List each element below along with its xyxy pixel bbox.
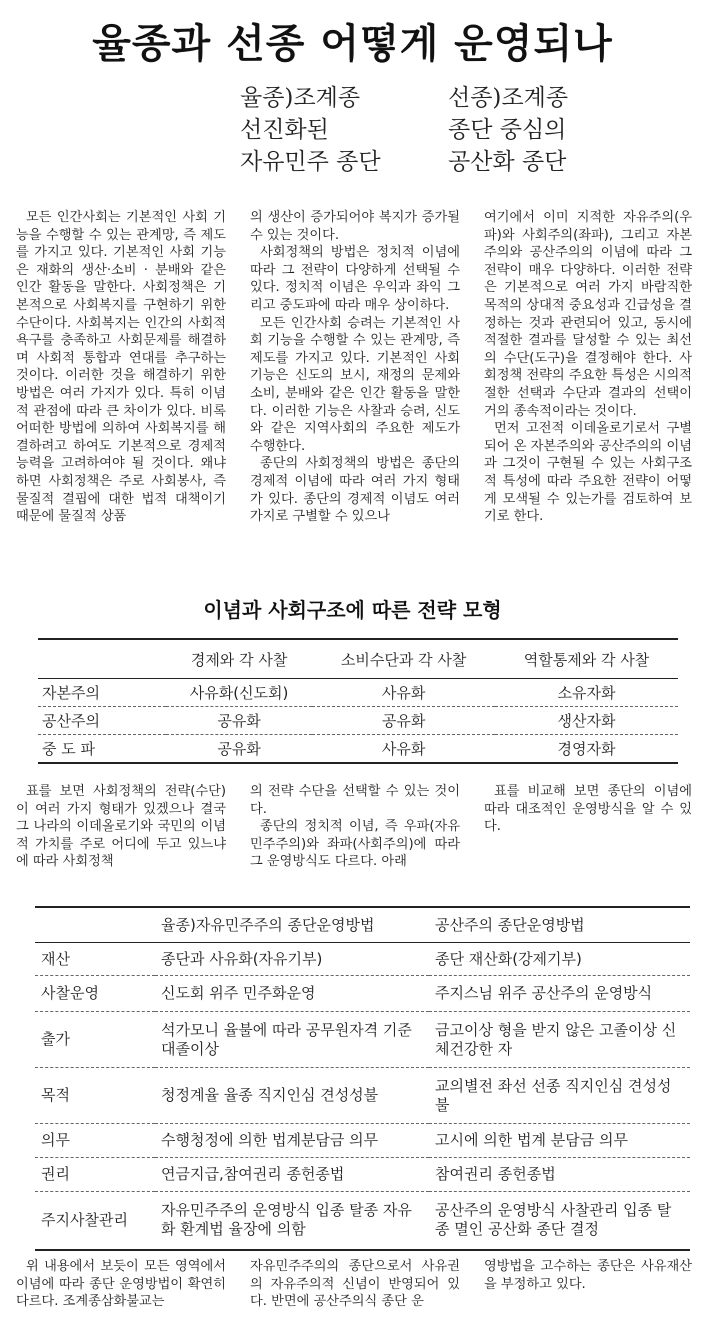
row-label: 중 도 파	[42, 740, 96, 758]
table-row	[35, 943, 690, 976]
row-label: 권리	[35, 1158, 155, 1192]
table-cell: 소유자화	[495, 679, 678, 707]
article-column-2	[250, 209, 460, 526]
table-cell: 공유화	[312, 707, 495, 735]
table-cell: 참여권리 종헌종법	[429, 1158, 690, 1192]
subtitle-left-line: 자유민주 종단	[240, 149, 381, 175]
paragraph: 모든 인간사회는 기본적인 사회 기능을 수행할 수 있는 관계망, 즉 제도를 가지고 있다. 기본적인 사회 기능은 재화의 생산·소비 · 분배와 같은 인간 활동을 말한다. 사회정책은 기본적으로 사회복지를 구현하기 위한 수단이다. 사회복지는 인간의 사회적 욕구를 충족하고 사회문제를 해결하며 사회적 통합과 연대를 추구하는 것이다. 이러한 것을 해결하기 위한 방법은 여러 가지가 있다. 특히 이념적 관점에 따라 큰 차이가 있다. 비록 어떠한 방법에 의하여 사회복지를 해결하려고 하여도 기본적으로 경제적 능력을 고려하여야 될 것이다. 왜냐하면 사회정책은 주로 사회봉사, 즉 물질적 결핍에 대한 법적 대책이기 때문에 물질적 상품	[16, 210, 226, 525]
strategy-model-table	[38, 638, 678, 764]
table-cell: 공산주의 운영방식 사찰관리 입종 탈종 멸인 공산화 종단 결정	[435, 1201, 672, 1239]
subtitle-right-line: 공산화 종단	[448, 149, 567, 175]
paragraph: 의 전략 수단을 선택할 수 있는 것이다.	[250, 784, 460, 817]
table-cell: 종단 재산화(강제기부)	[429, 943, 690, 976]
table-header-cell: 역할통제와 각 사찰	[495, 639, 678, 679]
table-cell: 고시에 의한 법계 분담금 의무	[429, 1124, 690, 1158]
paragraph: 영방법을 고수하는 종단은 사유재산을 부정하고 있다.	[484, 1259, 692, 1292]
row-label: 자본주의	[38, 679, 166, 707]
table-cell: 공유화	[217, 740, 261, 758]
section-heading: 이념과 사회구조에 따른 전략 모형	[203, 598, 502, 622]
table-row	[35, 1158, 690, 1192]
operation-method-table	[35, 906, 690, 1251]
table-header-row	[35, 907, 690, 943]
table-cell: 종단과 사유화(자유기부)	[155, 943, 429, 976]
table-cell: 청정계율 율종 직지인심 견성성불	[155, 1068, 429, 1124]
table-cell: 사유화(신도회)	[166, 679, 312, 707]
table-cell: 생산자화	[495, 707, 678, 735]
table-row	[35, 1068, 690, 1124]
row-label: 재산	[35, 943, 155, 976]
table-row	[35, 1192, 690, 1250]
table-header-row	[38, 639, 678, 679]
row-label: 공산주의	[38, 707, 166, 735]
article-column-3	[484, 209, 692, 526]
table-cell: 자유민주주의 운영방식 입종 탈종 자유화 환계법 율장에 의함	[161, 1201, 412, 1239]
article-column-2	[250, 1258, 460, 1311]
table-cell: 연금지급,참여권리 종헌종법	[155, 1158, 429, 1192]
table-cell: 교의별전 좌선 선종 직지인심 견성성불	[429, 1068, 690, 1124]
article-column-2	[250, 783, 460, 871]
table-header-cell	[35, 907, 155, 943]
table-cell: 사유화	[381, 740, 426, 758]
table-row	[38, 707, 678, 735]
article-column-3	[484, 783, 692, 836]
table-header-cell	[38, 639, 166, 679]
table-header-cell: 율종)자유민주주의 종단운영방법	[155, 907, 429, 943]
paragraph: 위 내용에서 보듯이 모든 영역에서 이념에 따라 종단 운영방법이 확연히 다르다. 조계종삼화불교는	[16, 1259, 226, 1310]
paragraph: 여기에서 이미 지적한 자유주의(우파)와 사회주의(좌파), 그리고 자본주의와 공산주의의 이념에 따라 그 전략이 매우 다양하다. 이러한 전략은 기본적으로 여러 가지 바람직한 목적의 상대적 중요성과 긴급성을 결정하는 것과 관련되어 있고, 동시에 적절한 결과를 달성할 수 있는 최선의 수단(도구)을 결정해야 한다. 사회정책 전략의 주요한 특성은 시의적절한 선택과 수단과 결과의 선택이 거의 종속적이라는 것이다.	[484, 210, 692, 419]
table-row	[35, 976, 690, 1012]
table-cell: 수행청정에 의한 법계분담금 의무	[155, 1124, 429, 1158]
paragraph: 모든 인간사회 승려는 기본적인 사회 기능을 수행할 수 있는 관계망, 즉 제도를 가지고 있다. 기본적인 사회 기능은 신도의 보시, 재정의 문제와 소비, 분배와 같은 인간 활동을 말한다. 이러한 기능은 사찰과 승려, 신도와 같은 지역사회의 주요한 제도가 수행한다.	[250, 315, 460, 454]
row-label: 의무	[35, 1124, 155, 1158]
table-cell: 공유화	[166, 707, 312, 735]
paragraph: 표를 비교해 보면 종단의 이념에 따라 대조적인 운영방식을 알 수 있다.	[484, 784, 692, 835]
row-label: 주지사찰관리	[41, 1210, 128, 1229]
article-column-3	[484, 1258, 692, 1293]
subtitle-left-line: 선진화된	[240, 117, 329, 143]
table-cell: 사유화	[312, 679, 495, 707]
paragraph: 표를 보면 사회정책의 전략(수단)이 여러 가지 형태가 있겠으나 결국 그 나라의 이데올로기와 국민의 이념적 가치를 주로 어디에 두고 있느냐에 따라 사회정책	[16, 784, 226, 870]
page-title: 율종과 선종 어떻게 운영되나	[92, 20, 613, 67]
table-cell: 주지스님 위주 공산주의 운영방식	[429, 976, 690, 1012]
paragraph: 자유민주주의의 종단으로서 사유권의 자유주의적 신념이 반영되어 있다. 반면에 공산주의식 종단 운	[250, 1259, 460, 1310]
table-row	[35, 1012, 690, 1068]
table-cell: 석가모니 율불에 따라 공무원자격 기준 대졸이상	[155, 1012, 429, 1068]
paragraph: 종단의 정치적 이념, 즉 우파(자유민주주의)와 좌파(사회주의)에 따라 그 운영방식도 다르다. 아래	[250, 819, 460, 870]
paragraph: 먼저 고전적 이데올로기로서 구별되어 온 자본주의와 공산주의의 이념과 그것이 구현될 수 있는 사회구조적 특성에 따라 주요한 전략이 어떻게 모색될 수 있는가를 검토하여 보기로 한다.	[484, 421, 692, 525]
table-header-cell: 공산주의 종단운영방법	[429, 907, 690, 943]
table-cell: 경영자화	[557, 740, 616, 758]
row-label: 출가	[35, 1012, 155, 1068]
table-cell: 신도회 위주 민주화운영	[155, 976, 429, 1012]
paragraph: 의 생산이 증가되어야 복지가 증가될 수 있는 것이다.	[250, 210, 460, 243]
table-row	[38, 679, 678, 707]
article-column-1	[16, 209, 226, 526]
article-column-1	[16, 783, 226, 871]
article-column-1	[16, 1258, 226, 1311]
subtitle-right	[448, 82, 568, 178]
subtitle-right-line: 종단 중심의	[448, 117, 567, 143]
table-row	[38, 735, 678, 764]
paragraph: 종단의 사회정책의 방법은 종단의 경제적 이념에 따라 여러 가지 형태가 있다. 종단의 경제적 이념도 여러 가지로 구별할 수 있으나	[250, 456, 460, 525]
table-row	[35, 1124, 690, 1158]
table-cell: 금고이상 형을 받지 않은 고졸이상 신체건강한 자	[429, 1012, 690, 1068]
paragraph: 사회정책의 방법은 정치적 이념에 따라 그 전략이 다양하게 선택될 수 있다. 정치적 이념은 우익과 좌익 그리고 중도파에 따라 매우 상이하다.	[250, 245, 460, 313]
subtitle-left-line: 율종)조계종	[240, 85, 361, 111]
subtitle-left	[240, 82, 381, 178]
table-header-cell: 소비수단과 각 사찰	[312, 639, 495, 679]
table-header-cell: 경제와 각 사찰	[166, 639, 312, 679]
row-label: 목적	[35, 1068, 155, 1124]
subtitle-right-line: 선종)조계종	[448, 85, 569, 111]
row-label: 사찰운영	[35, 976, 155, 1012]
